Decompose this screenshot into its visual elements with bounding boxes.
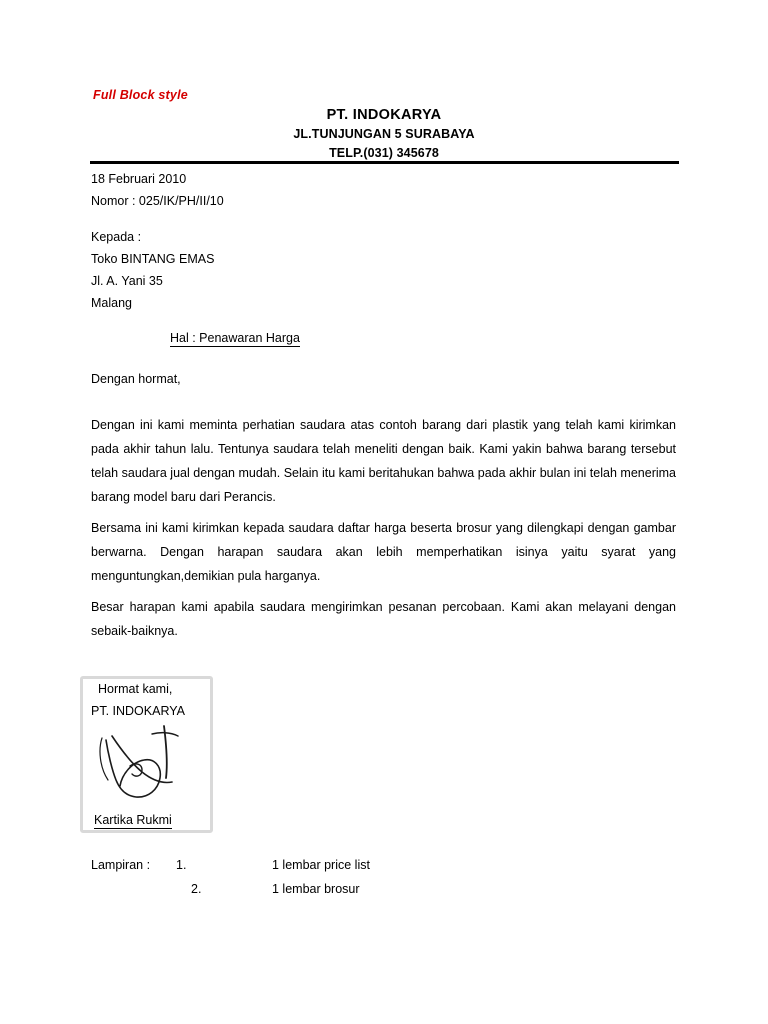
closing-line-1: Hormat kami, (98, 682, 173, 696)
attachment-row (91, 877, 370, 901)
salutation: Dengan hormat, (91, 372, 181, 386)
letterhead-divider (90, 161, 679, 164)
attachment-text-1: 1 lembar price list (272, 858, 370, 872)
letter-number: Nomor : 025/IK/PH/II/10 (91, 194, 224, 208)
attachments-block (91, 853, 370, 901)
attachment-number-1: 1. (176, 858, 187, 872)
date-and-number-block (91, 168, 224, 212)
letterhead-company: PT. INDOKARYA (326, 107, 442, 123)
subject-text: Hal : Penawaran Harga (170, 331, 300, 345)
style-note-label: Full Block style (93, 88, 188, 102)
letterhead-address: JL.TUNJUNGAN 5 SURABAYA (293, 127, 475, 141)
attachments-label-spacer (91, 877, 176, 901)
closing-block (91, 678, 186, 722)
signer-name: Kartika Rukmi (94, 813, 172, 827)
closing-line-2: PT. INDOKARYA (91, 704, 186, 718)
attachments-label: Lampiran : (91, 858, 151, 872)
attachment-number-2: 2. (191, 882, 202, 896)
recipient-line-4: Malang (91, 296, 132, 310)
recipient-line-2: Toko BINTANG EMAS (91, 252, 215, 266)
letterhead-phone: TELP.(031) 345678 (329, 146, 439, 160)
recipient-line-3: Jl. A. Yani 35 (91, 274, 163, 288)
letterhead (90, 106, 678, 163)
attachment-row (91, 853, 370, 877)
body-paragraph-2: Bersama ini kami kirimkan kepada saudara daftar harga beserta brosur yang dilengkapi dengan gambar berwarna. Dengan harapan saudara akan lebih memperhatikan isinya yaitu syarat yang menguntungkan,demikian pula harganya. (91, 521, 676, 583)
attachment-text-2: 1 lembar brosur (272, 882, 360, 896)
recipient-block (91, 226, 214, 314)
letter-date: 18 Februari 2010 (91, 172, 187, 186)
body-paragraph-1: Dengan ini kami meminta perhatian saudara atas contoh barang dari plastik yang telah kami kirimkan pada akhir tahun lalu. Tentunya saudara telah meneliti dengan baik. Kami yakin bahwa barang tersebut telah saudara jual dengan mudah. Selain itu kami beritahukan bahwa pada akhir bulan ini telah menerima barang model baru dari Perancis. (91, 418, 676, 504)
body-paragraph-3: Besar harapan kami apabila saudara mengirimkan pesanan percobaan. Kami akan melayani dengan sebaik-baiknya. (91, 600, 676, 638)
recipient-line-1: Kepada : (91, 230, 142, 244)
subject-line (170, 331, 300, 345)
